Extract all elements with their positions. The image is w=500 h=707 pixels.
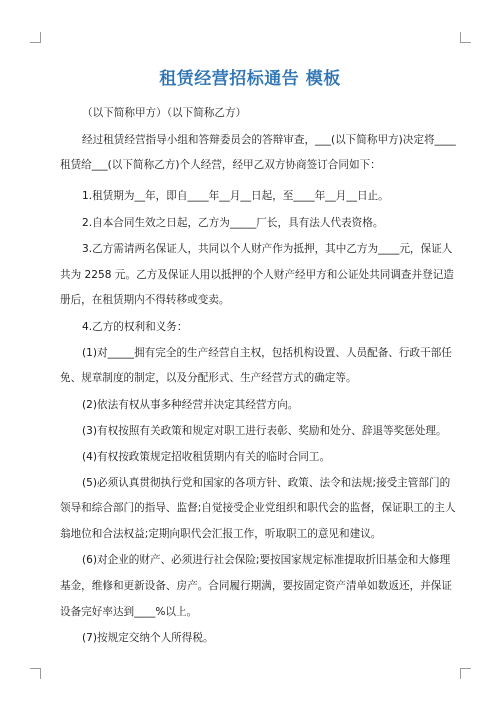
clause-2: 2.自本合同生效之日起，乙方为_____厂长，具有法人代表资格。	[82, 217, 384, 229]
clause-4-item-2: (2)依法有权从事多种经营并决定其经营方向。	[82, 399, 299, 411]
paragraph-intro-line-1: 经过租赁经营指导小组和答辩委员会的答辩审查，___(以下简称甲方)决定将____	[82, 134, 456, 146]
page-corner-mark-bottom-left	[30, 668, 41, 679]
page-corner-mark-top-right	[460, 32, 471, 43]
page-corner-mark-top-left	[30, 32, 41, 43]
clause-4-item-5-line-1: (5)必须认真贯彻执行党和国家的各项方针、政策、法令和法规;接受主管部门的	[82, 477, 451, 489]
page-corner-mark-bottom-right	[460, 668, 471, 679]
document-title: 租赁经营招标通告 模板	[159, 69, 341, 89]
clause-4-item-4: (4)有权按政策规定招收租赁期内有关的临时合同工。	[82, 451, 331, 463]
clause-4-item-1-line-1: (1)对_____拥有完全的生产经营自主权，包括机构设置、人员配备、行政干部任	[82, 347, 452, 359]
paragraph-parties: （以下简称甲方）（以下简称乙方）	[82, 107, 247, 119]
clause-4-item-5-line-2: 领导和综合部门的指导、监督;自觉接受企业党组织和职代会的监督，保证职工的主人	[60, 502, 456, 514]
clause-4-item-6-line-1: (6)对企业的财产、必须进行社会保险;要按国家规定标准提取折旧基金和大修理	[82, 554, 451, 566]
clause-4-item-5-line-3: 翁地位和合法权益;定期向职代会汇报工作，听取职工的意见和建议。	[60, 528, 382, 540]
clause-4-item-6-line-2: 基金，维修和更新设备、房产。合同履行期满，要按固定资产清单如数返还，并保证	[60, 580, 452, 592]
clause-4-item-7: (7)按规定交纳个人所得税。	[82, 632, 214, 644]
clause-4-heading: 4.乙方的权利和义务：	[82, 321, 188, 333]
clause-4-item-6-line-3: 设备完好率达到____%以上。	[60, 606, 198, 618]
clause-4-item-3: (3)有权按照有关政策和规定对职工进行表彰、奖励和处分、辞退等奖惩处理。	[82, 425, 447, 437]
clause-3-line-3: 册后，在租赁期内不得转移或变卖。	[60, 294, 230, 306]
clause-3-line-2: 共为 2258 元。乙方及保证人用以抵押的个人财产经甲方和公证处共同调查并登记造	[60, 269, 454, 281]
clause-1: 1.租赁期为__年，即自____年__月__日起，至____年__月__日止。	[82, 190, 389, 202]
paragraph-intro-line-2: 租赁给___(以下简称乙方)个人经营，经甲乙双方协商签订合同如下：	[60, 159, 381, 171]
clause-3-line-1: 3.乙方需请两名保证人，共同以个人财产作为抵押，其中乙方为____元，保证人	[82, 243, 453, 255]
clause-4-item-1-line-2: 免、规章制度的制定，以及分配形式、生产经营方式的确定等。	[60, 372, 357, 384]
